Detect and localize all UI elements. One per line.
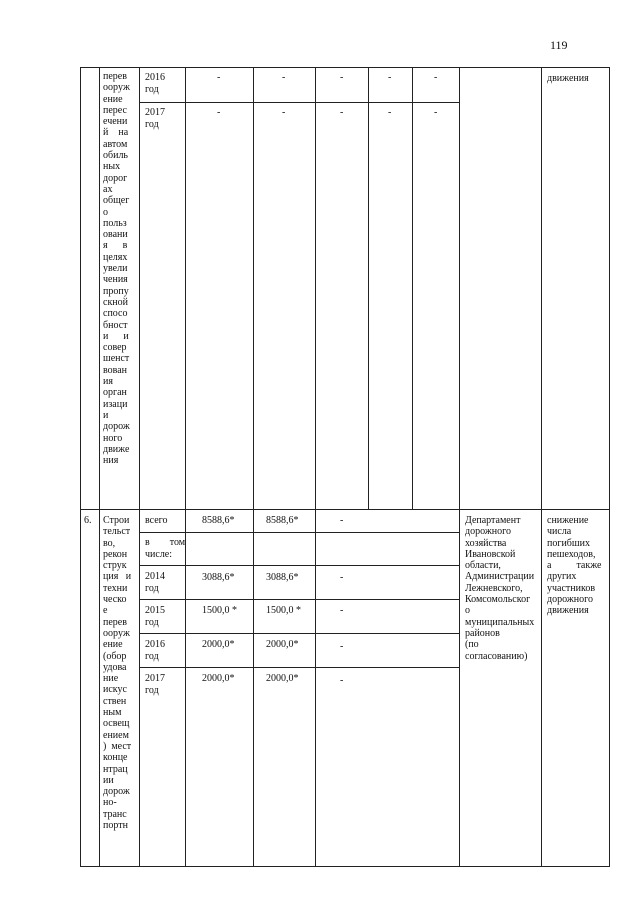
cell-value: - bbox=[340, 72, 344, 83]
rule bbox=[139, 67, 140, 867]
measure-line: струк bbox=[103, 560, 127, 572]
rule bbox=[99, 67, 100, 867]
measure-line: я в bbox=[103, 240, 128, 252]
rule bbox=[253, 509, 254, 867]
measure-line: ение bbox=[103, 93, 123, 105]
measure-line: шенст bbox=[103, 353, 130, 365]
measure-line: и и bbox=[103, 330, 129, 342]
measure-line: увели bbox=[103, 263, 128, 275]
including-label: числе: bbox=[145, 549, 173, 560]
measure-line: ечени bbox=[103, 116, 128, 128]
measure-line: вован bbox=[103, 364, 128, 376]
measure-line: ция и bbox=[103, 571, 132, 583]
measure-line: техни bbox=[103, 582, 128, 594]
cell-value: 3088,6* bbox=[202, 572, 235, 583]
measure-line: ии bbox=[103, 774, 114, 786]
measure-line: бност bbox=[103, 319, 128, 331]
result-line: снижение bbox=[547, 515, 589, 526]
executor-line: муниципальных bbox=[465, 616, 535, 628]
cell-value: - bbox=[434, 107, 438, 118]
measure-line: й на bbox=[103, 127, 129, 139]
year-unit: год bbox=[145, 651, 159, 662]
year-unit: год bbox=[145, 583, 159, 594]
measure-line: ние bbox=[103, 673, 119, 685]
measure-line: тельст bbox=[103, 526, 131, 538]
cell-value: - bbox=[340, 641, 344, 652]
cell-value: 3088,6* bbox=[266, 572, 299, 583]
measure-line: дорож bbox=[103, 421, 130, 433]
measure-line: польз bbox=[103, 217, 127, 229]
measure-line: транс bbox=[103, 808, 127, 820]
measure-line: во, bbox=[103, 537, 116, 549]
rule bbox=[315, 509, 316, 867]
measure-name-continued bbox=[103, 71, 139, 466]
measure-line: движе bbox=[103, 443, 130, 455]
rule bbox=[541, 67, 542, 867]
cell-value: 2000,0* bbox=[266, 673, 299, 684]
measure-line: перес bbox=[103, 104, 127, 116]
cell-value: - bbox=[388, 72, 392, 83]
cell-value: 2000,0* bbox=[202, 673, 235, 684]
measure-line: рекон bbox=[103, 548, 128, 560]
measure-line: Строи bbox=[103, 515, 130, 526]
cell-value: 1500,0 * bbox=[266, 605, 301, 616]
measure-line: изаци bbox=[103, 398, 128, 410]
measure-name bbox=[103, 515, 139, 831]
measure-line: портн bbox=[103, 820, 128, 832]
measure-line: удова bbox=[103, 661, 127, 673]
measure-line: ного bbox=[103, 432, 123, 444]
executor-line: Лежневского, bbox=[465, 582, 523, 594]
cell-value: - bbox=[340, 107, 344, 118]
cell-value: - bbox=[340, 572, 344, 583]
executor-line: согласованию) bbox=[465, 650, 528, 662]
cell-value: - bbox=[282, 72, 286, 83]
result-line: других bbox=[547, 571, 577, 583]
rule bbox=[315, 67, 316, 510]
result-line: участников bbox=[547, 582, 596, 594]
executor-line: Ивановской bbox=[465, 548, 516, 560]
rule bbox=[139, 532, 459, 533]
measure-line: ния bbox=[103, 455, 119, 467]
year-unit: год bbox=[145, 685, 159, 696]
result-line: пешеходов, bbox=[547, 548, 596, 560]
cell-value: - bbox=[217, 72, 221, 83]
rule bbox=[139, 667, 459, 668]
year-2017-label: 2017 bbox=[145, 673, 165, 684]
measure-line: но- bbox=[103, 797, 117, 809]
cell-value: - bbox=[340, 605, 344, 616]
measure-line: совер bbox=[103, 342, 127, 354]
measure-line: ным bbox=[103, 707, 122, 719]
row-number: 6. bbox=[84, 515, 92, 526]
rule bbox=[459, 67, 460, 867]
measure-line: ение bbox=[103, 639, 123, 651]
measure-line: оорyж bbox=[103, 627, 130, 639]
rule bbox=[80, 509, 609, 510]
rule bbox=[412, 67, 413, 510]
executor-line: Комсомольског bbox=[465, 594, 531, 606]
rule bbox=[139, 599, 459, 600]
cell-value: 2000,0* bbox=[202, 639, 235, 650]
measure-line: о bbox=[103, 206, 108, 218]
executor-line: районов bbox=[465, 627, 500, 639]
year-2014-label: 2014 bbox=[145, 571, 165, 582]
measure-line: ением bbox=[103, 729, 129, 741]
measure-line: и bbox=[103, 409, 109, 421]
measure-line: ) мест bbox=[103, 740, 132, 752]
measure-line: пропу bbox=[103, 285, 129, 297]
measure-line: перев bbox=[103, 71, 127, 82]
total-label: всего bbox=[145, 515, 168, 526]
measure-line: овани bbox=[103, 229, 128, 241]
total-value: 8588,6* bbox=[202, 515, 235, 526]
page-number: 119 bbox=[550, 38, 568, 52]
cell-value: - bbox=[340, 675, 344, 686]
including-label: в том bbox=[145, 537, 186, 548]
executor-line: (по bbox=[465, 639, 479, 651]
measure-line: чения bbox=[103, 274, 128, 286]
rule bbox=[368, 67, 369, 510]
year-unit: год bbox=[145, 119, 159, 130]
rule bbox=[80, 866, 609, 867]
measure-line: перев bbox=[103, 616, 127, 628]
expected-result bbox=[547, 515, 609, 617]
measure-line: обиль bbox=[103, 150, 128, 162]
rule bbox=[609, 67, 610, 867]
rule bbox=[185, 509, 186, 867]
result-line: дорожного bbox=[547, 594, 593, 606]
measure-line: искус bbox=[103, 684, 127, 696]
measure-line: ных bbox=[103, 161, 121, 173]
rule bbox=[185, 67, 186, 510]
executor-line: Администрации bbox=[465, 571, 535, 583]
year-2016-label: 2016 bbox=[145, 72, 165, 83]
year-2015-label: 2015 bbox=[145, 605, 165, 616]
measure-line: освещ bbox=[103, 718, 130, 730]
measure-line: дорог bbox=[103, 172, 128, 184]
year-2016-label: 2016 bbox=[145, 639, 165, 650]
result-continued: движения bbox=[547, 73, 589, 84]
total-value: 8588,6* bbox=[266, 515, 299, 526]
executor-line: области, bbox=[465, 560, 501, 572]
result-line: погибших bbox=[547, 537, 590, 549]
year-unit: год bbox=[145, 84, 159, 95]
result-line: а также bbox=[547, 560, 602, 572]
rule bbox=[80, 67, 81, 867]
measure-line: общег bbox=[103, 195, 130, 207]
rule bbox=[80, 67, 609, 68]
measure-line: конце bbox=[103, 752, 128, 764]
result-line: числа bbox=[547, 526, 572, 538]
executor bbox=[465, 515, 541, 662]
measure-line: целях bbox=[103, 251, 128, 263]
measure-line: (обор bbox=[103, 650, 127, 662]
rule bbox=[139, 565, 459, 566]
measure-line: орган bbox=[103, 387, 127, 399]
cell-value: 1500,0 * bbox=[202, 605, 237, 616]
cell-value: - bbox=[434, 72, 438, 83]
executor-line: Департамент bbox=[465, 515, 521, 526]
cell-value: - bbox=[388, 107, 392, 118]
cell-value: 2000,0* bbox=[266, 639, 299, 650]
rule bbox=[139, 102, 459, 103]
executor-line: хозяйства bbox=[465, 537, 507, 549]
year-unit: год bbox=[145, 617, 159, 628]
cell-value: - bbox=[217, 107, 221, 118]
measure-line: ия bbox=[103, 376, 113, 388]
measure-line: скной bbox=[103, 296, 128, 308]
executor-line: дорожного bbox=[465, 526, 511, 538]
measure-line: автом bbox=[103, 138, 128, 150]
measure-line: дорож bbox=[103, 786, 130, 798]
measure-line: оорyж bbox=[103, 82, 130, 94]
measure-line: нтрац bbox=[103, 763, 128, 775]
result-line: движения bbox=[547, 605, 589, 617]
measure-line: ствен bbox=[103, 695, 127, 707]
measure-line: е bbox=[103, 605, 108, 617]
cell-value: - bbox=[282, 107, 286, 118]
rule bbox=[253, 67, 254, 510]
executor-line: о bbox=[465, 605, 470, 617]
measure-line: спосо bbox=[103, 308, 128, 320]
rule bbox=[139, 633, 459, 634]
measure-line: ах bbox=[103, 183, 113, 195]
total-value: - bbox=[340, 515, 344, 526]
year-2017-label: 2017 bbox=[145, 107, 165, 118]
measure-line: ческо bbox=[103, 594, 127, 606]
